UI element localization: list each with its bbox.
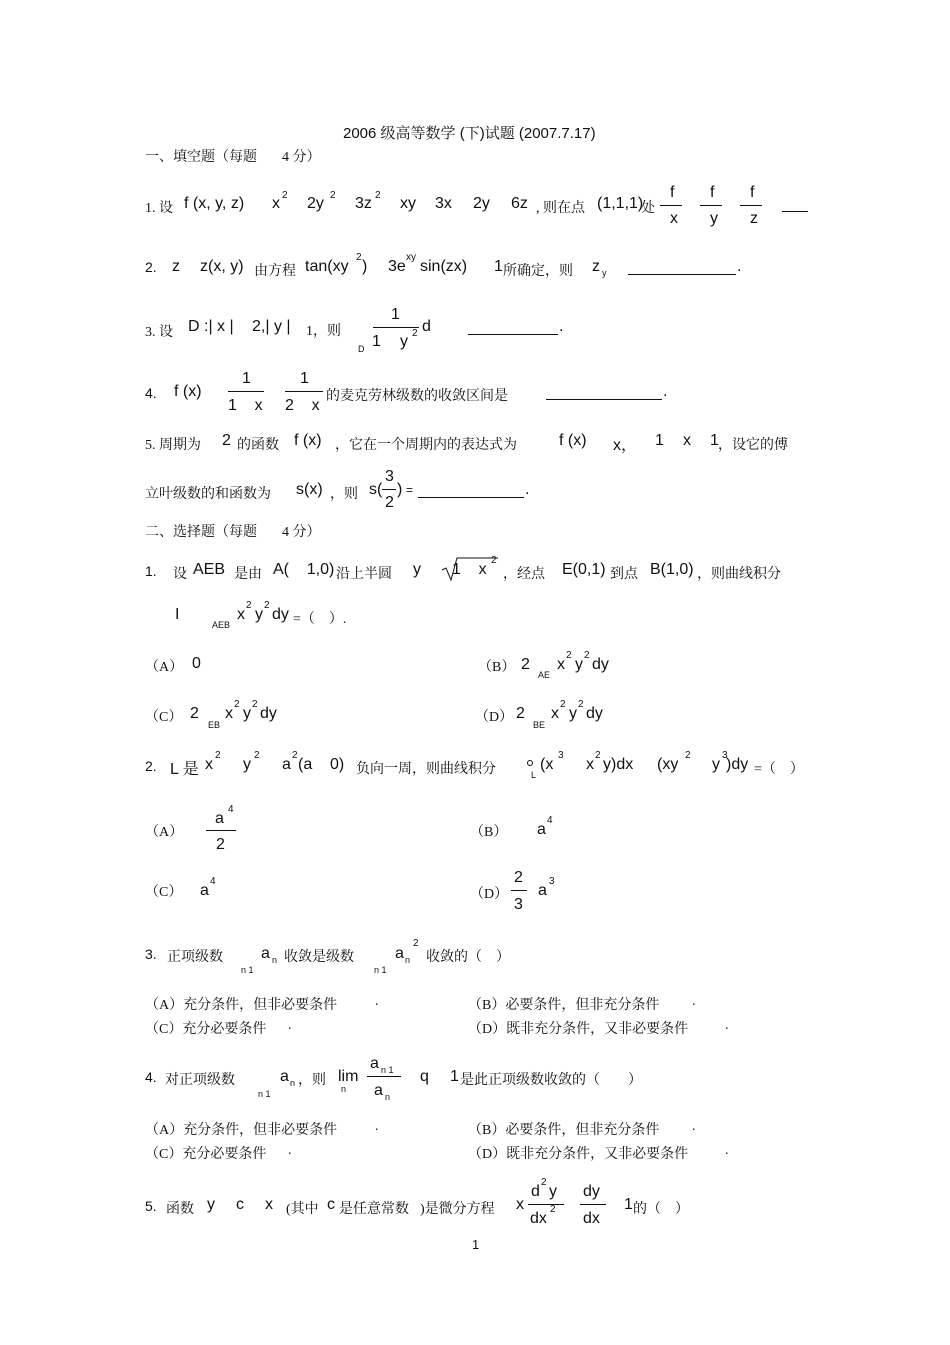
- math-term: q: [420, 1068, 429, 1085]
- text: .: [737, 258, 742, 275]
- text: .: [288, 1018, 292, 1033]
- option-b[interactable]: （B）: [478, 660, 516, 675]
- math-term: a: [200, 882, 209, 899]
- fraction-denominator: dx: [530, 1210, 547, 1227]
- fraction-denominator: 2: [216, 836, 225, 853]
- fraction-numerator: f: [670, 184, 675, 201]
- option-b[interactable]: （B）必要条件，但非充分条件: [468, 1123, 660, 1138]
- q-number: 3. 设: [145, 325, 173, 340]
- math-term: dy: [592, 656, 609, 673]
- page-number: 1: [472, 1237, 480, 1252]
- section-fill-heading: 一、填空题（每题: [145, 150, 257, 165]
- exponent: 2: [292, 750, 298, 761]
- text: 是由: [234, 567, 262, 582]
- math-term: y: [413, 561, 421, 578]
- option-c[interactable]: （C）充分必要条件: [145, 1022, 267, 1037]
- math-term: 6z: [511, 195, 528, 212]
- fraction-numerator: a: [215, 810, 224, 827]
- text: (其中: [286, 1202, 319, 1217]
- math-term: f (x, y, z): [184, 195, 245, 212]
- text: )是微分方程: [420, 1202, 495, 1217]
- math-term: 3x: [435, 195, 452, 212]
- subscript: n 1: [258, 1089, 271, 1099]
- math-term: 2,| y |: [252, 318, 291, 335]
- math-term: (a 0): [298, 756, 345, 773]
- exponent: 3: [722, 750, 728, 761]
- text: ，则: [298, 1073, 326, 1088]
- math-term: y: [712, 756, 720, 773]
- math-term: (x: [540, 756, 554, 773]
- math-term: y: [255, 606, 263, 623]
- answer-blank[interactable]: [468, 334, 558, 335]
- text: 处: [641, 201, 655, 216]
- text: 的（ ）: [633, 1202, 689, 1217]
- option-b[interactable]: （B）: [470, 825, 508, 840]
- math-term: A( 1,0): [273, 561, 335, 578]
- text: .: [725, 1143, 729, 1158]
- text: 函数: [166, 1202, 194, 1217]
- fraction-bar: [700, 205, 722, 206]
- exponent: 2: [566, 650, 572, 661]
- fraction-bar: [285, 391, 323, 392]
- fraction-numerator: 3: [385, 468, 394, 485]
- math-term: E(0,1): [562, 561, 606, 578]
- math-term: d: [422, 318, 431, 335]
- subscript: n: [290, 1078, 296, 1088]
- exponent: 2: [578, 699, 584, 710]
- option-d[interactable]: （D）: [475, 710, 514, 725]
- section-choice-heading: 二、选择题（每题: [145, 525, 257, 540]
- text: ，经点: [503, 567, 545, 582]
- math-term: c: [236, 1196, 244, 1213]
- text: =（ ）: [754, 762, 804, 777]
- option-d[interactable]: （D）既非充分条件，又非必要条件: [468, 1022, 689, 1037]
- option-c[interactable]: （C）充分必要条件: [145, 1147, 267, 1162]
- math-term: z: [592, 258, 600, 275]
- fraction-bar: [511, 890, 527, 891]
- exponent: 2: [560, 699, 566, 710]
- fraction-numerator: d: [531, 1183, 540, 1200]
- math-term: L 是: [170, 761, 199, 778]
- fraction-numerator: f: [750, 184, 755, 201]
- math-term: ): [362, 258, 368, 275]
- math-term: 2: [516, 705, 525, 722]
- q-number: 2.: [145, 758, 157, 774]
- exponent: 2: [246, 600, 252, 611]
- text: .: [525, 481, 530, 498]
- fraction-bar: [206, 830, 236, 831]
- answer-blank[interactable]: [628, 274, 736, 275]
- exponent: 2: [541, 1177, 547, 1188]
- math-term: ): [397, 481, 403, 498]
- subscript: D: [358, 344, 365, 354]
- math-term: AEB: [193, 561, 226, 578]
- subscript: n 1: [374, 965, 387, 975]
- text: .: [288, 1143, 292, 1158]
- math-term: a: [282, 756, 291, 773]
- exponent: 3: [558, 750, 564, 761]
- subscript: y: [602, 268, 607, 278]
- fraction-denominator: 2 x: [285, 397, 320, 414]
- exponent: 2: [215, 750, 221, 761]
- option-b[interactable]: （B）必要条件，但非充分条件: [468, 998, 660, 1013]
- text: .: [375, 994, 379, 1009]
- text: 到点: [610, 567, 638, 582]
- q-number: 5. 周期为: [145, 438, 201, 453]
- q-number: 1. 设: [145, 201, 173, 216]
- fraction-denominator: 1 x: [228, 397, 263, 414]
- subscript: L: [531, 770, 537, 780]
- exponent: 2: [254, 750, 260, 761]
- math-term: x: [557, 656, 565, 673]
- exponent: 2: [550, 1204, 556, 1215]
- fraction-numerator: 1: [242, 370, 251, 387]
- exponent: 2: [412, 328, 418, 339]
- option-c[interactable]: （C）: [145, 885, 183, 900]
- exponent: 4: [210, 876, 216, 887]
- text: =（ ）.: [293, 612, 347, 627]
- exam-title: 2006 级高等数学 (下)试题 (2007.7.17): [343, 125, 596, 142]
- math-term: 2y: [307, 195, 324, 212]
- math-term: dy: [272, 606, 289, 623]
- answer-blank[interactable]: [418, 497, 524, 498]
- exponent: 4: [228, 804, 234, 815]
- exponent: 2: [584, 650, 590, 661]
- text: ，它在一个周期内的表达式为: [335, 438, 517, 453]
- math-term: 1: [624, 1196, 633, 1213]
- fraction-denominator: y: [710, 210, 718, 227]
- math-term: a: [280, 1068, 289, 1085]
- text: 是此正项级数收敛的（ ）: [460, 1073, 642, 1088]
- fraction-numerator: 1: [300, 370, 309, 387]
- math-term: z: [172, 258, 180, 275]
- math-term: 2: [521, 656, 530, 673]
- text: .: [559, 318, 564, 335]
- text: 的函数: [237, 438, 279, 453]
- fraction-bar: [580, 1204, 606, 1205]
- fraction-numerator: a: [370, 1055, 379, 1072]
- exponent: 2: [413, 938, 419, 949]
- text: 负向一周，则曲线积分: [356, 762, 496, 777]
- option-d[interactable]: （D）既非充分条件，又非必要条件: [468, 1147, 689, 1162]
- fraction-bar: [382, 489, 396, 490]
- text: 1，则: [306, 324, 341, 339]
- text: 沿上半圆: [336, 567, 392, 582]
- option-a[interactable]: （A）: [145, 825, 184, 840]
- exponent: 2: [252, 699, 258, 710]
- math-term: y)dx: [603, 756, 634, 773]
- fraction-bar: [228, 391, 264, 392]
- math-term: B(1,0): [650, 561, 694, 578]
- subscript: n: [405, 955, 411, 965]
- math-term: y: [569, 705, 577, 722]
- text: , 则在点: [536, 201, 585, 216]
- text: ，设它的傅: [718, 438, 788, 453]
- fraction-numerator: dy: [583, 1183, 600, 1200]
- math-term: a: [537, 821, 546, 838]
- text: 立叶级数的和函数为: [145, 487, 271, 502]
- math-term: z(x, y): [200, 258, 244, 275]
- math-term: x: [237, 606, 245, 623]
- math-term: 1 x: [452, 561, 487, 578]
- q-number: 4.: [145, 385, 157, 401]
- math-term: sin(zx): [420, 258, 468, 275]
- exponent: 2: [375, 190, 381, 201]
- math-term: x: [586, 756, 594, 773]
- math-term: xy: [400, 195, 416, 212]
- text: .: [375, 1119, 379, 1134]
- text: .: [725, 1018, 729, 1033]
- text: ，则: [330, 487, 358, 502]
- option-a[interactable]: （A）充分条件，但非必要条件: [145, 998, 338, 1013]
- subscript: AEB: [212, 620, 231, 630]
- text: 正项级数: [167, 950, 223, 965]
- math-term: 1: [450, 1068, 459, 1085]
- math-term: 2: [190, 705, 199, 722]
- exponent: 4: [547, 815, 553, 826]
- math-term: y: [207, 1196, 215, 1213]
- q-number: 2.: [145, 259, 157, 275]
- text: .: [663, 383, 668, 400]
- math-term: )dy: [726, 756, 749, 773]
- fraction-denominator: 2: [385, 494, 394, 511]
- math-term: dy: [586, 705, 603, 722]
- math-term: 1: [655, 432, 664, 449]
- exponent: 2: [356, 252, 362, 263]
- exponent: 2: [595, 750, 601, 761]
- math-term: f (x): [174, 383, 202, 400]
- math-term: x: [683, 432, 691, 449]
- math-term: y: [243, 756, 251, 773]
- math-term: x，: [613, 437, 638, 454]
- math-term: x: [205, 756, 213, 773]
- fraction-numerator: f: [710, 184, 715, 201]
- math-term: a: [261, 945, 270, 962]
- math-term: 3z: [355, 195, 372, 212]
- fraction-numerator: y: [549, 1183, 557, 1200]
- math-term: f (x): [559, 432, 587, 449]
- text: .: [692, 994, 696, 1009]
- math-term: c: [327, 1196, 335, 1213]
- fraction-numerator: 2: [514, 869, 523, 886]
- fraction-denominator: 1: [372, 333, 381, 350]
- text: 收敛的（ ）: [426, 950, 510, 965]
- fraction-bar: [367, 1076, 401, 1077]
- q-number: 5.: [145, 1198, 157, 1214]
- math-term: I: [175, 606, 180, 623]
- subscript: EB: [208, 720, 221, 730]
- answer-blank[interactable]: [782, 211, 808, 212]
- math-term: =: [406, 483, 414, 497]
- text: 所确定，则: [503, 264, 573, 279]
- math-term: a: [395, 945, 404, 962]
- subscript: n: [385, 1092, 391, 1102]
- exponent: xy: [406, 252, 416, 263]
- exponent: 2: [282, 190, 288, 201]
- math-term: y: [575, 656, 583, 673]
- section-fill-points: 4 分）: [282, 150, 321, 165]
- exponent: 3: [549, 876, 555, 887]
- fraction-denominator: x: [670, 210, 678, 227]
- q-number: 4.: [145, 1069, 157, 1085]
- option-a[interactable]: （A）充分条件，但非必要条件: [145, 1123, 338, 1138]
- exponent: 2: [491, 555, 497, 566]
- math-term: x: [265, 1196, 273, 1213]
- subscript: n 1: [241, 965, 254, 975]
- exponent: 2: [685, 750, 691, 761]
- fraction-numerator: 1: [391, 306, 400, 323]
- fraction-denominator: dx: [583, 1210, 600, 1227]
- math-term: y: [243, 705, 251, 722]
- section-choice-points: 4 分）: [282, 525, 321, 540]
- fraction-denominator: 3: [514, 896, 523, 913]
- math-term: s(x): [296, 481, 323, 498]
- math-term: x: [551, 705, 559, 722]
- fraction-denominator: z: [750, 210, 758, 227]
- math-term: 2: [222, 432, 231, 449]
- text: 设: [173, 567, 187, 582]
- exponent: 2: [264, 600, 270, 611]
- math-term: 1: [710, 432, 719, 449]
- subscript: BE: [533, 720, 546, 730]
- math-term: x: [225, 705, 233, 722]
- subscript: n 1: [381, 1065, 394, 1075]
- subscript: n: [272, 955, 278, 965]
- q-number: 1.: [145, 563, 157, 579]
- math-term: x: [516, 1196, 524, 1213]
- math-term: 3e: [388, 258, 406, 275]
- text: .: [692, 1119, 696, 1134]
- answer-blank[interactable]: [546, 399, 662, 400]
- fraction-bar: [740, 205, 762, 206]
- math-term: lim: [338, 1068, 359, 1085]
- text: 由方程: [254, 264, 296, 279]
- option-a[interactable]: （A）: [145, 660, 184, 675]
- math-term: a: [538, 882, 547, 899]
- math-term: tan(xy: [305, 258, 349, 275]
- text: 收敛是级数: [284, 950, 354, 965]
- math-term: (1,1,1): [597, 195, 644, 212]
- math-term: (xy: [657, 756, 679, 773]
- subscript: AE: [538, 670, 551, 680]
- math-term: s(: [369, 481, 383, 498]
- text: ，则曲线积分: [697, 567, 781, 582]
- exponent: 2: [234, 699, 240, 710]
- option-c[interactable]: （C）: [145, 710, 183, 725]
- math-term: D :| x |: [188, 318, 234, 335]
- q-number: 3.: [145, 946, 157, 962]
- fraction-bar: [528, 1204, 564, 1205]
- math-term: x: [272, 195, 280, 212]
- fraction-bar: [660, 205, 682, 206]
- text: 是任意常数: [339, 1202, 409, 1217]
- text: 对正项级数: [165, 1073, 235, 1088]
- math-term: dy: [260, 705, 277, 722]
- exponent: 2: [330, 190, 336, 201]
- subscript: n: [341, 1084, 347, 1094]
- math-term: f (x): [294, 432, 322, 449]
- math-term: 0: [192, 655, 201, 672]
- math-term: 1: [494, 258, 503, 275]
- text: 的麦克劳林级数的收敛区间是: [326, 389, 508, 404]
- option-d[interactable]: （D）: [470, 887, 509, 902]
- fraction-denominator: y: [400, 333, 408, 350]
- math-term: 2y: [473, 195, 490, 212]
- fraction-denominator: a: [374, 1082, 383, 1099]
